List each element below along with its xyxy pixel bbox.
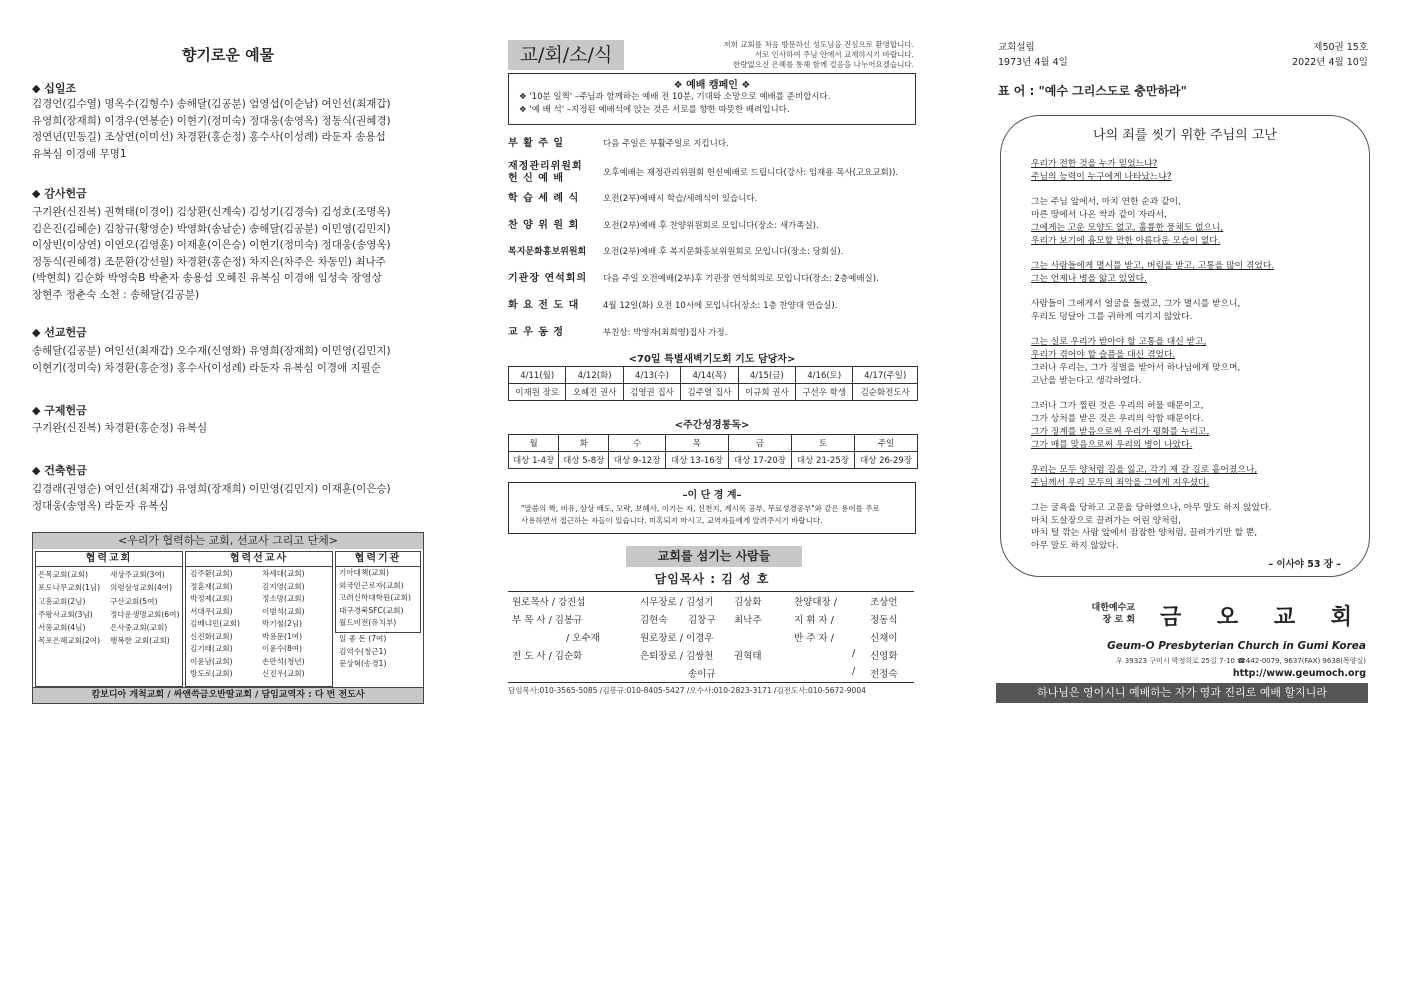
offerings-title: 향기로운 예물 — [181, 46, 275, 64]
verse-block — [1031, 260, 1351, 285]
verse-block — [1031, 362, 1351, 387]
partners-box — [32, 532, 424, 704]
notice-text: 4월 12일(화) 오전 10시에 모입니다(장소: 1층 찬양대 연습실). — [603, 301, 838, 311]
staff-entry: 김창구 — [688, 615, 716, 626]
welcome-line: 저희 교회를 처음 방문하신 성도님을 진심으로 환영합니다. — [723, 40, 914, 49]
verse-line: 아무 말도 하지 않았다. — [1031, 540, 1119, 551]
offerings-column — [32, 40, 424, 705]
list-item: 구산교회(5여) — [110, 596, 158, 606]
notice-welfare — [508, 246, 914, 270]
tithe-line: 유복심 이경애 무명1 — [32, 147, 127, 160]
founding-info — [998, 40, 1068, 70]
list-item: 포도나무교회(1님) — [38, 583, 101, 593]
mission-line: 송해달(김공분) 여인선(최재갑) 오수재(신영화) 유영희(장재희) 이민영(김민지) — [32, 345, 391, 357]
partners-footer: 캄보디아 개척교회 / 싸앤쓱금오반딸교회 / 담임교역자 : 다 번 전도사 — [33, 687, 423, 703]
founded-date: 1973년 4월 4일 — [998, 57, 1068, 68]
staff-entry: 전 도 사 / 김순화 — [512, 651, 583, 662]
table-row — [509, 384, 918, 401]
partners-title: <우리가 협력하는 교회, 선교사 그리고 단체> — [33, 533, 423, 549]
partner-organizations — [335, 551, 421, 633]
verse-line: 주님께서 우리 모두의 죄악을 그에게 지우셨다. — [1031, 477, 1210, 488]
table-cell: 대상 21-25장 — [791, 452, 854, 469]
scripture-box — [1000, 115, 1370, 577]
denomination-line: 대한예수교 — [1091, 603, 1135, 613]
notice-evangelism — [508, 300, 914, 324]
table-cell: 김주열 집사 — [681, 384, 738, 401]
table-cell: 4/14(목) — [681, 367, 738, 384]
list-item: 새상주교회(3여) — [110, 570, 165, 579]
table-cell: 4/12(화) — [566, 367, 623, 384]
verse-block — [1031, 502, 1351, 552]
table-cell: 오혜진 권사 — [566, 384, 623, 401]
table-cell: 구선우 학생 — [796, 384, 853, 401]
staff-entry: 반 주 자 / — [794, 633, 834, 644]
list-item: 박기철(2님) — [262, 619, 303, 628]
staff-entry: 찬양대장 / — [794, 597, 837, 608]
list-item: 월드비전(유치부) — [339, 618, 397, 627]
staff-entry: 정동식 — [870, 615, 898, 626]
servers-tab: 교회를 섬기는 사람들 — [626, 546, 802, 567]
tithe-list — [32, 96, 422, 162]
list-item: 이윤수(8여) — [262, 644, 303, 653]
list-item: 이윤남(교회) — [190, 656, 233, 666]
list-item: 일 좋 돈 (7여) — [339, 634, 387, 643]
mission-heading: ◆ 선교헌금 — [32, 326, 87, 339]
list-item: 김기태(교회) — [190, 644, 233, 653]
notice-label: 교 우 동 정 — [508, 327, 565, 338]
thanks-list — [32, 204, 422, 303]
verse-fragment: 끌려가기만 할 뿐, — [1189, 528, 1258, 538]
verse-line: 그는 사람들에게 멸시를 받고, 버림을 받고, 고통을 많이 겪었다. — [1031, 261, 1275, 271]
church-address: 우 39323 구미시 박정희로 25길 7-10 ☎442-0079, 9637(FAX) 9638(목양실) — [1115, 657, 1366, 665]
verse-line: 우리가 전한 것을 누가 믿었느냐? — [1031, 159, 1158, 169]
table-cell: 4/15(금) — [738, 367, 795, 384]
verse-block — [1031, 298, 1351, 323]
partner-churches-list-a — [38, 568, 108, 648]
welcome-line: 한량없으신 은혜를 통해 함께 걸음을 나누어요겠습니다. — [733, 60, 914, 69]
list-item: 정훈재(교회) — [190, 581, 233, 591]
notice-text: 오전(2부)예배 후 찬양위원회로 모입니다(장소: 새가족실). — [603, 221, 819, 231]
list-item: 고려신학대학원(교회) — [339, 593, 411, 602]
list-item: 박용문(1여) — [262, 631, 303, 641]
list-item: 기아대책(교회) — [339, 568, 389, 577]
table-cell: 수 — [609, 435, 666, 452]
list-item: 문상혁(송경1) — [339, 659, 387, 668]
notice-text: 부친상: 박영자(최희영)집사 가정. — [603, 328, 728, 338]
notice-text: 다음 주일 오전예배(2부)후 기관장 연석회의로 모입니다(장소: 2층예배실). — [603, 274, 879, 284]
thanks-line: (박현희) 김순화 박영숙B 박춘자 송용섭 오혜진 유복심 이경애 임성숙 장영상 — [32, 272, 382, 284]
building-line: 김경래(권영순) 여인선(최재갑) 유영희(장재희) 이민영(김민지) 이재훈(이은승) — [32, 483, 391, 495]
list-item: 이범석(교회) — [262, 606, 305, 616]
thanks-line: 이상빈(이상연) 이연오(김영훈) 이재훈(이은승) 이현기(정미숙) 정대웅(송영옥) — [32, 239, 391, 251]
verse-block — [1031, 336, 1351, 361]
news-column — [506, 40, 918, 700]
verse-line: 우리가 겪어야 할 슬픔을 대신 겪었다. — [1031, 349, 1176, 360]
staff-entry: 송이규 — [688, 669, 716, 680]
church-website-link[interactable]: http://www.geumoch.org — [1232, 668, 1366, 679]
staff-entry: 원로목사 / 강진섭 — [512, 597, 586, 608]
partner-missionaries-list-b — [262, 568, 330, 681]
church-name-english: Geum-O Presbyterian Church in Gumi Korea — [1107, 640, 1366, 652]
verse-block — [1031, 426, 1351, 451]
list-item: 외국인근로자(교회) — [339, 580, 404, 590]
verse-line: 그는 언제나 병을 앓고 있었다. — [1031, 273, 1147, 284]
table-cell: 4/11(월) — [509, 367, 566, 384]
verse-line: 그러나 우리는, 그가 징벌을 받아서 하나님에게 맞으며, — [1031, 363, 1241, 373]
thanks-line: 구기완(신진복) 권혁태(이경이) 김상환(신계숙) 김성기(김경숙) 김성호(조명옥) — [32, 206, 391, 218]
notice-label: 부 활 주 일 — [508, 138, 565, 149]
notice-label: 화 요 전 도 대 — [508, 300, 580, 311]
verse-block — [1031, 196, 1351, 221]
list-item: 박정제(교회) — [190, 594, 233, 603]
verse-line: 그가 상처를 받은 것은 우리의 악함 때문이다. — [1031, 413, 1204, 424]
table-row — [509, 435, 918, 452]
verse-line: 우리가 보기에 흠모할 만한 아름다운 모습이 없다. — [1031, 235, 1221, 246]
staff-row — [508, 666, 914, 684]
verse-block — [1031, 464, 1351, 489]
thanks-line: 장현주 정춘숙 소천 : 송해달(김공분) — [32, 288, 200, 301]
staff-entry: 조상언 — [870, 597, 898, 608]
welcome-text — [666, 40, 914, 70]
table-cell: 대상 17-20장 — [728, 452, 791, 469]
founded-label: 교회설립 — [998, 42, 1035, 53]
staff-entry: 권혁태 — [734, 651, 762, 662]
list-item: 정소망(교회) — [262, 594, 305, 603]
list-item: 차세대(교회) — [262, 569, 305, 578]
partner-organizations-list — [336, 567, 420, 630]
table-cell: 금 — [728, 435, 791, 452]
table-cell: 대상 1-4장 — [509, 452, 559, 469]
table-row — [509, 367, 918, 384]
verse-line: 그가 매를 맞음으로써 우리의 병이 나았다. — [1031, 439, 1193, 450]
building-list — [32, 481, 422, 514]
verse-line — [1031, 527, 1351, 540]
list-item: 김억수(청근1) — [339, 646, 387, 656]
verse-line: 그에게는 고운 모양도 없고, 훌륭한 풍채도 없으니, — [1031, 223, 1224, 233]
table-cell: 4/13(수) — [623, 367, 680, 384]
list-item: 서대우(교회) — [190, 606, 233, 616]
list-item: 은사중교회(교회) — [110, 623, 168, 633]
list-item: 신진우(교회) — [262, 669, 305, 678]
table-cell: 김영권 집사 — [623, 384, 680, 401]
list-item: 방도로(교회) — [190, 669, 233, 678]
verse-line: 그는 주님 앞에서, 마치 연한 순과 같이, — [1031, 197, 1181, 207]
mission-list — [32, 343, 422, 376]
verse-fragment: 마치 털 깎는 사람 앞에서 잠잠한 양처럼, — [1031, 528, 1187, 538]
table-cell: 이규희 권사 — [738, 384, 795, 401]
worship-verse-banner: 하나님은 영이시니 예배하는 자가 영과 진리로 예배 할지니라 — [996, 683, 1368, 703]
table-cell: 목 — [665, 435, 728, 452]
warning-title: –이 단 경 계– — [682, 490, 742, 501]
list-item: 의령삼성교회(4여) — [110, 583, 173, 593]
relief-line: 구기완(신진복) 차경환(홍순정) 유복심 — [32, 422, 208, 434]
campaign-item: ❖ '10분 일찍' –주님과 함께하는 예배 전 10분, 기대와 소망으로 예배를 준비합시다. — [519, 92, 831, 102]
table-cell: 김순화전도사 — [853, 384, 918, 401]
verse-line: 우리는 모두 양처럼 길을 잃고, 각기 제 갈 길로 흩어졌으나, — [1031, 465, 1258, 475]
verse-block — [1031, 158, 1351, 183]
partner-organizations-head: 협력기관 — [336, 552, 420, 567]
building-line: 정대웅(송영옥) 라둔자 유복심 — [32, 499, 169, 512]
list-item: 대구경북SFC(교회) — [339, 605, 404, 615]
thanks-line: 정동식(권혜경) 조문환(강선월) 차경환(홍순정) 차지은(차주은 차동민) 최나주 — [32, 255, 386, 268]
verse-line: 그러나 그가 찔린 것은 우리의 허물 때문이고, — [1031, 401, 1204, 411]
news-tab: 교/회/소/식 — [508, 40, 624, 70]
scripture-title: 나의 죄를 씻기 위한 주님의 고난 — [1093, 128, 1277, 143]
table-row — [509, 452, 918, 469]
church-motto: 표 어 : "예수 그리스도로 충만하라" — [998, 84, 1187, 98]
issue-number: 제50권 15호 — [1313, 42, 1368, 53]
table-cell: 이재원 장로 — [509, 384, 566, 401]
staff-contacts: 담임목사:010-3565-5085 /김봉규:010-8405-5427 /오수사:010-2823-3171 /김전도사:010-5672-9004 — [508, 686, 866, 695]
notice-label: 학 습 세 례 식 — [508, 193, 580, 204]
table-cell: 대상 26-29장 — [854, 452, 917, 469]
church-name-block — [1091, 600, 1366, 631]
staff-entry: 시무장로 / 김성기 — [640, 597, 714, 608]
table-cell: 대상 5-8장 — [559, 452, 609, 469]
list-item: 김베냐민(교회) — [190, 619, 240, 628]
list-item: 행복한 교회(교회) — [110, 636, 170, 646]
staff-row — [508, 594, 914, 612]
worship-campaign-box — [508, 73, 916, 125]
verse-line: 마치 도살장으로 끌려가는 어린 양처럼, — [1031, 515, 1181, 526]
notice-easter — [508, 138, 914, 162]
notice-label: 복지문화홍보위원회 — [508, 247, 587, 257]
building-heading: ◆ 건축헌금 — [32, 464, 87, 477]
staff-entry: / — [852, 666, 856, 677]
issue-date: 2022년 4월 10일 — [1292, 57, 1368, 68]
prayer-table-title: <70일 특별새벽기도회 기도 담당자> — [628, 354, 796, 365]
verse-line: 마른 땅에서 나온 싹과 같이 자라서, — [1031, 209, 1167, 220]
verse-line: 그는 굴욕을 당하고 고문을 당하였으나, 아무 말도 하지 않았다. — [1031, 503, 1272, 513]
relief-list — [32, 420, 422, 437]
denomination-line: 장 로 회 — [1102, 615, 1135, 625]
staff-entry: 지 휘 자 / — [794, 615, 834, 626]
notice-text: 오전(2부)예배시 학습/세례식이 있습니다. — [603, 194, 758, 204]
verse-line: 그가 징계를 받음으로써 우리가 평화를 누리고, — [1031, 427, 1210, 437]
tithe-line: 김경언(김수열) 명옥수(김형수) 송해달(김공분) 엄영섭(이순남) 여인선(최재갑) — [32, 98, 391, 110]
staff-entry: 원로장로 / 이경우 — [640, 633, 714, 644]
staff-entry: / 오수재 — [566, 633, 600, 644]
partner-churches-list-b — [110, 568, 180, 648]
table-cell: 4/17(주일) — [853, 367, 918, 384]
table-cell: 4/16(토) — [796, 367, 853, 384]
list-item: 김주환(교회) — [190, 569, 233, 578]
verse-block — [1031, 400, 1351, 425]
notice-baptism — [508, 193, 914, 217]
staff-entry: 신영화 — [870, 651, 898, 662]
list-item: 정다운생명교회(6여) — [110, 609, 180, 619]
verse-line: 사람들이 그에게서 얼굴을 돌렸고, 그가 멸시를 받으니, — [1031, 299, 1241, 309]
prayer-table — [508, 366, 918, 401]
thanks-heading: ◆ 감사헌금 — [32, 187, 87, 200]
list-item: 신진화(교회) — [190, 631, 233, 641]
notice-praise — [508, 220, 914, 244]
partner-organizations-extra — [339, 633, 419, 671]
verse-line: 우리도 덩달아 그를 귀하게 여기지 않았다. — [1031, 311, 1193, 322]
issue-info — [1292, 40, 1368, 70]
bible-table-title: <주간성경통독> — [674, 420, 750, 431]
tithe-line: 유영희(장재희) 이경우(연봉순) 이현기(정미숙) 정대웅(송영옥) 정동식(권혜경) — [32, 114, 391, 127]
warning-text — [509, 501, 915, 529]
thanks-line: 김은진(김혜순) 김창규(황영순) 박영화(송남순) 송해달(김공분) 이민영(김민지) — [32, 222, 391, 235]
campaign-title: ❖ 예배 캠페인 ❖ — [673, 80, 751, 91]
list-item: 서풍교회(4님) — [38, 623, 86, 633]
staff-row — [508, 648, 914, 666]
mission-line: 이현기(정미숙) 차경환(홍순정) 홍수사(이성례) 라둔자 유복심 이경애 지필순 — [32, 361, 381, 374]
partner-missionaries — [185, 551, 333, 687]
scripture-reference: – 이사야 53 장 – — [1268, 559, 1341, 570]
staff-list — [508, 591, 914, 683]
notice-text: 오후예배는 재정관리위원회 헌신예배로 드립니다(강사: 임재용 목사(고요교회)). — [603, 168, 899, 178]
partner-churches — [35, 551, 183, 687]
partner-churches-head: 협력교회 — [36, 552, 182, 567]
table-cell: 화 — [559, 435, 609, 452]
table-cell: 대상 13-16장 — [665, 452, 728, 469]
tithe-heading: ◆ 십일조 — [32, 82, 77, 95]
notice-members — [508, 327, 914, 351]
partner-missionaries-list-a — [190, 568, 258, 681]
senior-pastor: 담임목사 : 김 성 호 — [654, 572, 770, 586]
notice-leaders — [508, 273, 914, 297]
staff-row — [508, 612, 914, 630]
warning-line: "말씀의 짝, 비유, 삼상 배도, 모략, 보혜사, 이기는 자, 신천지, 계시록 공부, 무료성경공부"와 같은 용어를 주로 — [521, 504, 880, 513]
list-item: 김지영(교회) — [262, 581, 305, 591]
heresy-warning-box — [508, 482, 916, 534]
verse-line: 주님의 능력이 누구에게 나타났느냐? — [1031, 171, 1172, 182]
table-cell: 대상 9-12장 — [609, 452, 666, 469]
staff-entry: 은퇴장로 / 김쌍천 — [640, 651, 714, 662]
notice-finance — [508, 161, 914, 185]
staff-entry: 최낙주 — [734, 615, 762, 626]
staff-entry: 김현숙 — [640, 615, 668, 626]
campaign-item: ❖ '예 배 석' –지정된 예배석에 앉는 것은 서로를 향한 따뜻한 배려입니다. — [519, 105, 790, 115]
notice-text: 다음 주일은 부활주일로 지킵니다. — [603, 139, 729, 149]
list-item: 주왕사교회(3님) — [38, 609, 93, 619]
warning-line: 사용하면서 접근하는 자들이 있습니다. 미혹되지 마시고, 교역자들에게 알려주시기 바랍니다. — [521, 516, 823, 525]
relief-heading: ◆ 구제헌금 — [32, 404, 87, 417]
cover-column — [996, 40, 1368, 705]
staff-entry: / — [852, 648, 856, 659]
table-cell: 토 — [791, 435, 854, 452]
staff-entry: 전정숙 — [870, 669, 898, 680]
verse-block — [1031, 222, 1351, 247]
verse-line: 고난을 받는다고 생각하였다. — [1031, 375, 1142, 386]
table-cell: 주일 — [854, 435, 917, 452]
welcome-line: 서로 인사하여 주님 안에서 교제하시기 바랍니다. — [754, 50, 914, 59]
church-name: 금 오 교 회 — [1160, 605, 1366, 630]
notice-label: 찬 양 위 원 회 — [508, 220, 580, 231]
verse-line: 그는 실로 우리가 받아야 할 고통을 대신 받고, — [1031, 337, 1207, 347]
list-item: 은목교회(교회) — [38, 570, 88, 579]
table-cell: 월 — [509, 435, 559, 452]
notice-label: 재정관리위원회 헌 신 예 배 — [508, 161, 583, 184]
staff-entry: 부 목 사 / 김봉규 — [512, 615, 583, 626]
notice-label: 기관장 연석회의 — [508, 273, 588, 284]
list-item: 손만석(청년) — [262, 656, 305, 666]
denomination — [1065, 602, 1135, 626]
staff-row — [508, 630, 914, 648]
staff-entry: 김상화 — [734, 597, 762, 608]
notice-text: 오전(2부)예배 후 복지문화홍보위원회로 모입니다(장소: 당회실). — [603, 247, 844, 257]
bible-reading-table — [508, 434, 918, 469]
tithe-line: 정연년(민동길) 조상연(이미선) 차경환(홍순정) 홍수사(이성례) 라둔자 송용섭 — [32, 131, 386, 143]
list-item: 고흥교회(2님) — [38, 596, 86, 606]
staff-entry: 신채이 — [870, 633, 898, 644]
partner-missionaries-head: 협력선교사 — [186, 552, 332, 567]
list-item: 목포은혜교회(2여) — [38, 636, 101, 646]
